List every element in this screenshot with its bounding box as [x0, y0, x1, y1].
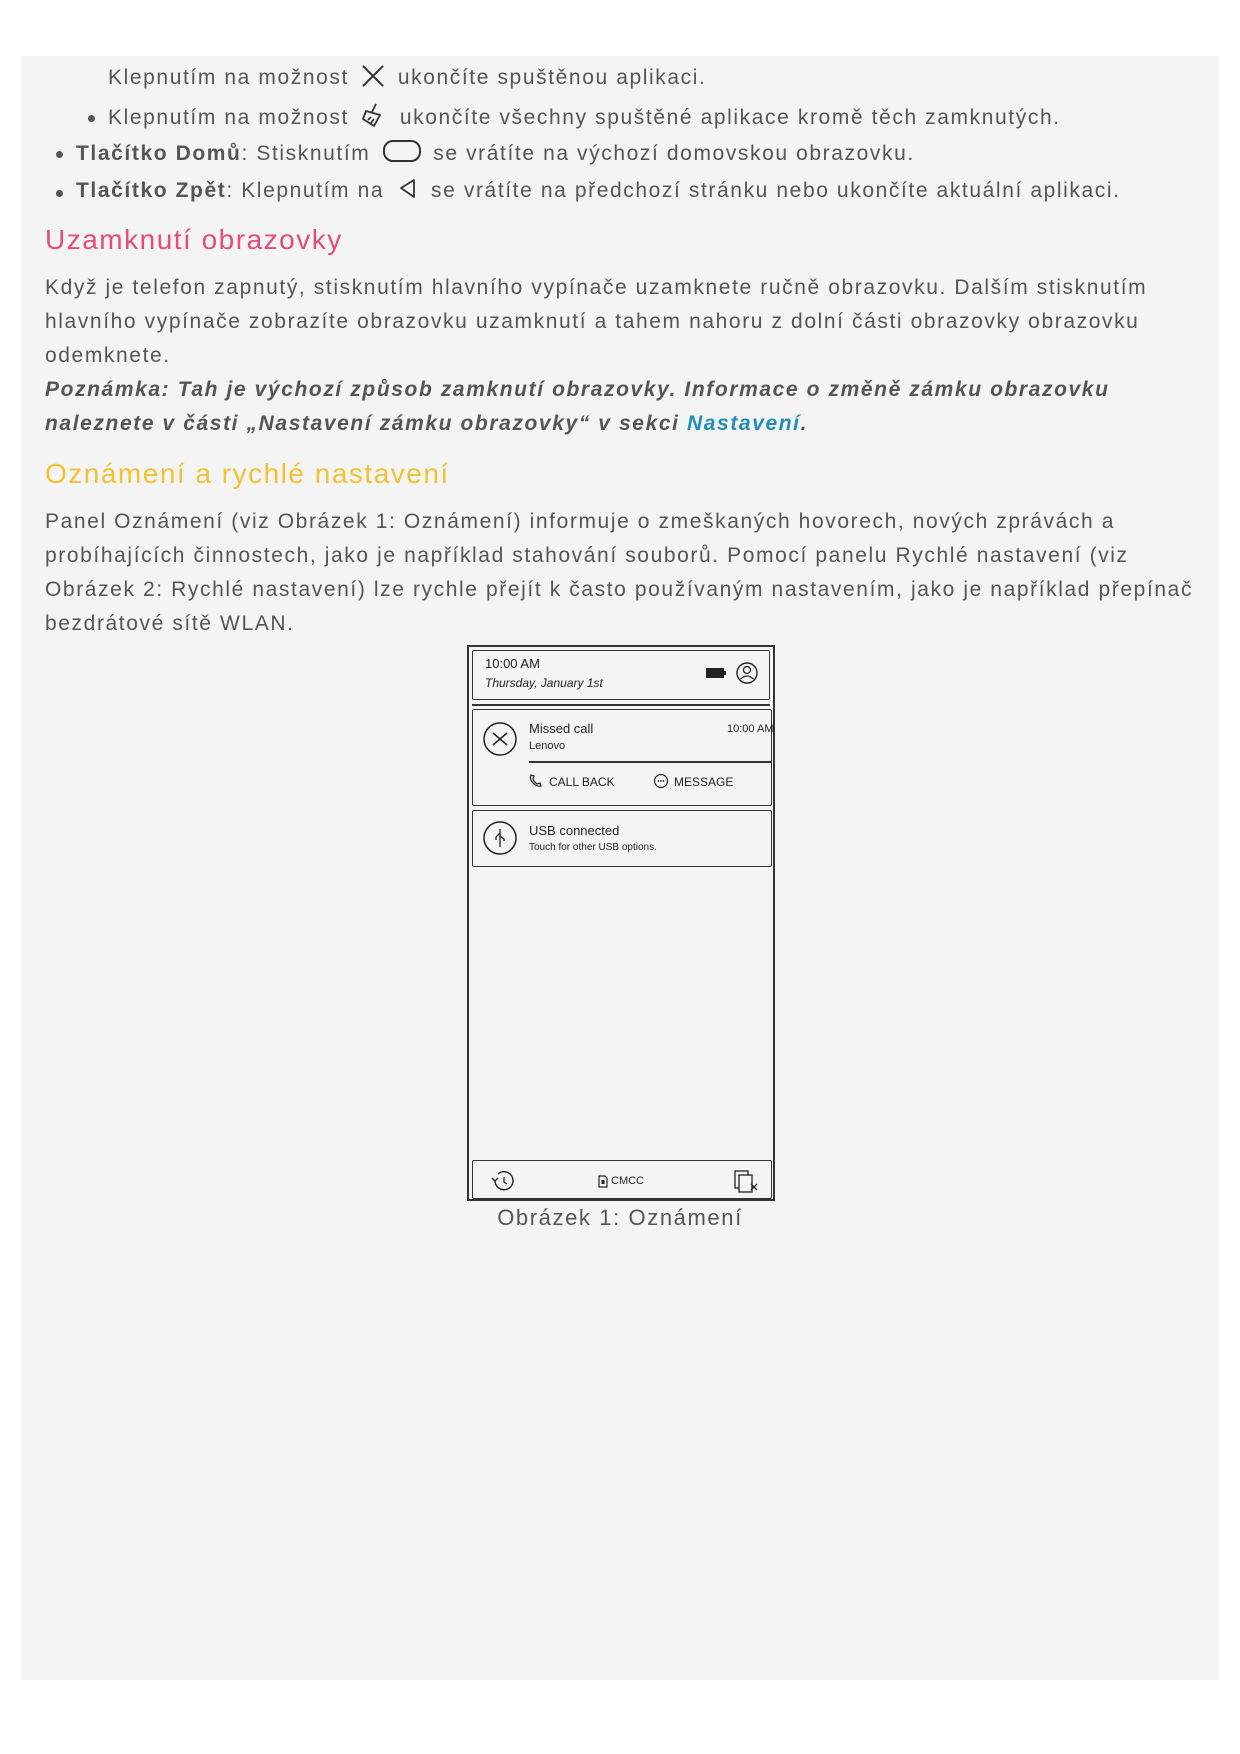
usb-subtitle: Touch for other USB options.	[529, 842, 657, 853]
missed-call-icon	[482, 721, 518, 757]
status-header	[472, 650, 770, 700]
user-icon	[735, 661, 759, 685]
missed-call-time: 10:00 AM	[727, 723, 774, 735]
note-text: Poznámka: Tah je výchozí způsob zamknutí obrazovky. Informace o změně zámku obrazovku naleznete v části „Nastavení zámku obrazovky“ v sekci	[45, 378, 1110, 435]
lock-screen-paragraph: Když je telefon zapnutý, stisknutím hlavního vypínače uzamknete ručně obrazovku. Dalším stisknutím hlavního vypínače zobrazíte obrazovku uzamknutí a tahem nahoru z dolní části obrazovky obrazovku odemknete. Poznámka: Tah je výchozí způsob zamknutí obrazovky. Informace o změně zámku obrazovku naleznete v části „Nastavení zámku obrazovky“ v sekci Nastavení.	[45, 276, 1148, 435]
settings-link[interactable]: Nastavení	[687, 412, 801, 435]
list-item-back-button: Tlačítko Zpět: Klepnutím na se vrátíte na předchozí stránku nebo ukončíte aktuální aplikaci.	[76, 179, 1121, 202]
section-heading-lock-screen: Uzamknutí obrazovky	[45, 224, 343, 255]
history-icon	[489, 1169, 517, 1193]
status-time: 10:00 AM	[485, 656, 540, 671]
figure-caption: Obrázek 1: Oznámení	[497, 1205, 743, 1230]
notifications-paragraph: Panel Oznámení (viz Obrázek 1: Oznámení) informuje o zmeškaných hovorech, nových zprávách a probíhajících činnostech, jako je například stahování souborů. Pomocí panelu Rychlé nastavení (viz Obrázek 2: Rychlé nastavení) lze rychle přejít k často používaným nastavením, jako je například přepínač bezdrátové sítě WLAN.	[45, 510, 1194, 635]
message-button[interactable]: MESSAGE	[674, 775, 734, 789]
list-item-home-button: Tlačítko Domů: Stisknutím se vrátíte na výchozí domovskou obrazovku.	[76, 138, 915, 166]
usb-icon	[482, 820, 518, 856]
status-date: Thursday, January 1st	[485, 676, 603, 690]
close-x-icon	[360, 64, 386, 88]
broom-icon	[360, 102, 388, 128]
home-button-icon	[382, 138, 422, 164]
bottom-bar	[472, 1160, 772, 1199]
clear-notifications-icon[interactable]	[733, 1169, 759, 1195]
bullet	[56, 190, 63, 197]
battery-icon	[705, 666, 727, 680]
list-item-close-app: Klepnutím na možnost ukončíte spuštěnou aplikaci.	[108, 66, 707, 89]
missed-call-title: Missed call	[529, 721, 594, 736]
usb-title: USB connected	[529, 823, 620, 838]
notification-panel-sketch	[467, 645, 775, 1201]
bullet	[88, 115, 95, 122]
missed-call-card	[472, 709, 772, 806]
bullet	[56, 151, 63, 158]
message-icon	[653, 773, 669, 789]
section-heading-notifications: Oznámení a rychlé nastavení	[45, 458, 450, 489]
back-triangle-icon	[396, 177, 420, 201]
call-back-button[interactable]: CALL BACK	[549, 775, 615, 789]
sim-icon	[597, 1175, 609, 1188]
missed-call-caller: Lenovo	[529, 740, 566, 752]
divider	[529, 761, 771, 763]
phone-icon	[528, 773, 544, 789]
list-item-clear-all: Klepnutím na možnost ukončíte všechny spuštěné aplikace kromě těch zamknutých.	[108, 102, 1061, 130]
carrier-label: CMCC	[611, 1175, 644, 1187]
usb-connected-card	[472, 810, 772, 867]
divider	[472, 704, 770, 706]
